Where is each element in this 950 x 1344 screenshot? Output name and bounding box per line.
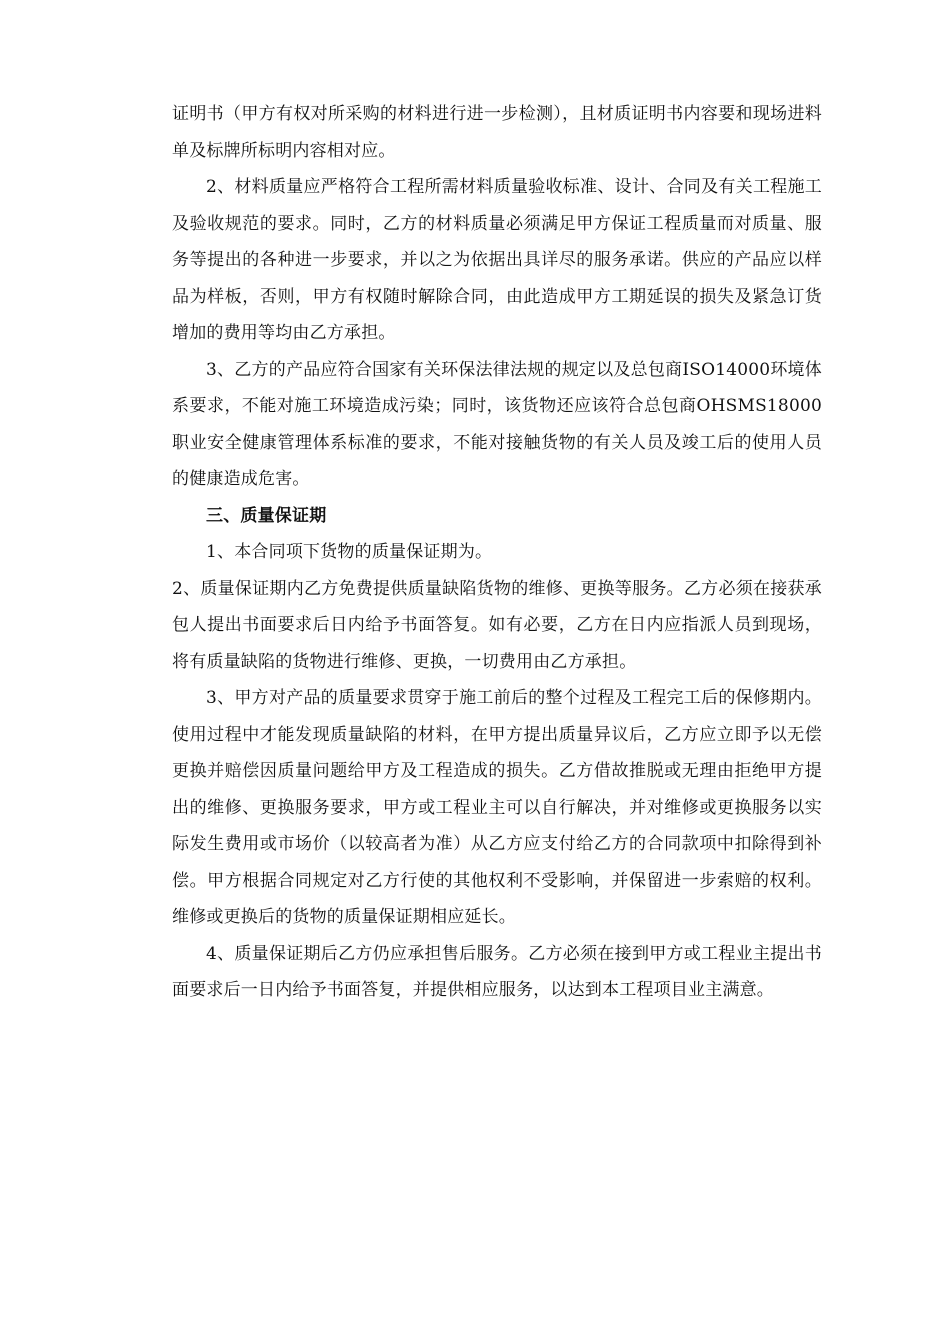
paragraph-warranty-term: 1、本合同项下货物的质量保证期为。 <box>206 542 493 562</box>
section-heading-warranty-period: 三、质量保证期 <box>206 505 327 526</box>
paragraph-environmental-compliance: 3、乙方的产品应符合国家有关环保法律法规的规定以及总包商ISO14000环境体系要求，不能对施工环境造成污染；同时，该货物还应该符合总包商OHSMS18000职业安全健康管理体系标准的要求，不能对接触货物的有关人员及竣工后的使用人员的健康造成危害。 <box>172 359 822 489</box>
paragraph-quality-requirements: 3、甲方对产品的质量要求贯穿于施工前后的整个过程及工程完工后的保修期内。使用过程中才能发现质量缺陷的材料，在甲方提出质量异议后，乙方应立即予以无偿更换并赔偿因质量问题给甲方及工程造成的损失。乙方借故推脱或无理由拒绝甲方提出的维修、更换服务要求，甲方或工程业主可以自行解决，并对维修或更换服务以实际发生费用或市场价（以较高者为准）从乙方应支付给乙方的合同款项中扣除得到补偿。甲方根据合同规定对乙方行使的其他权利不受影响，并保留进一步索赔的权利。维修或更换后的货物的质量保证期相应延长。 <box>172 688 822 927</box>
paragraph-material-quality: 2、材料质量应严格符合工程所需材料质量验收标准、设计、合同及有关工程施工及验收规范的要求。同时，乙方的材料质量必须满足甲方保证工程质量而对质量、服务等提出的各种进一步要求，并以之为依据出具详尽的服务承诺。供应的产品应以样品为样板，否则，甲方有权随时解除合同，由此造成甲方工期延误的损失及紧急订货增加的费用等均由乙方承担。 <box>172 177 822 343</box>
document-body <box>172 96 822 1009</box>
paragraph-certificate-continuation: 证明书（甲方有权对所采购的材料进行进一步检测），且材质证明书内容要和现场进料单及标牌所标明内容相对应。 <box>172 104 822 161</box>
paragraph-warranty-free-service: 2、质量保证期内乙方免费提供质量缺陷货物的维修、更换等服务。乙方必须在接获承包人提出书面要求后日内给予书面答复。如有必要，乙方在日内应指派人员到现场，将有质量缺陷的货物进行维修、更换，一切费用由乙方承担。 <box>172 578 822 672</box>
paragraph-after-sales-service: 4、质量保证期后乙方仍应承担售后服务。乙方必须在接到甲方或工程业主提出书面要求后一日内给予书面答复，并提供相应服务，以达到本工程项目业主满意。 <box>172 943 822 1000</box>
